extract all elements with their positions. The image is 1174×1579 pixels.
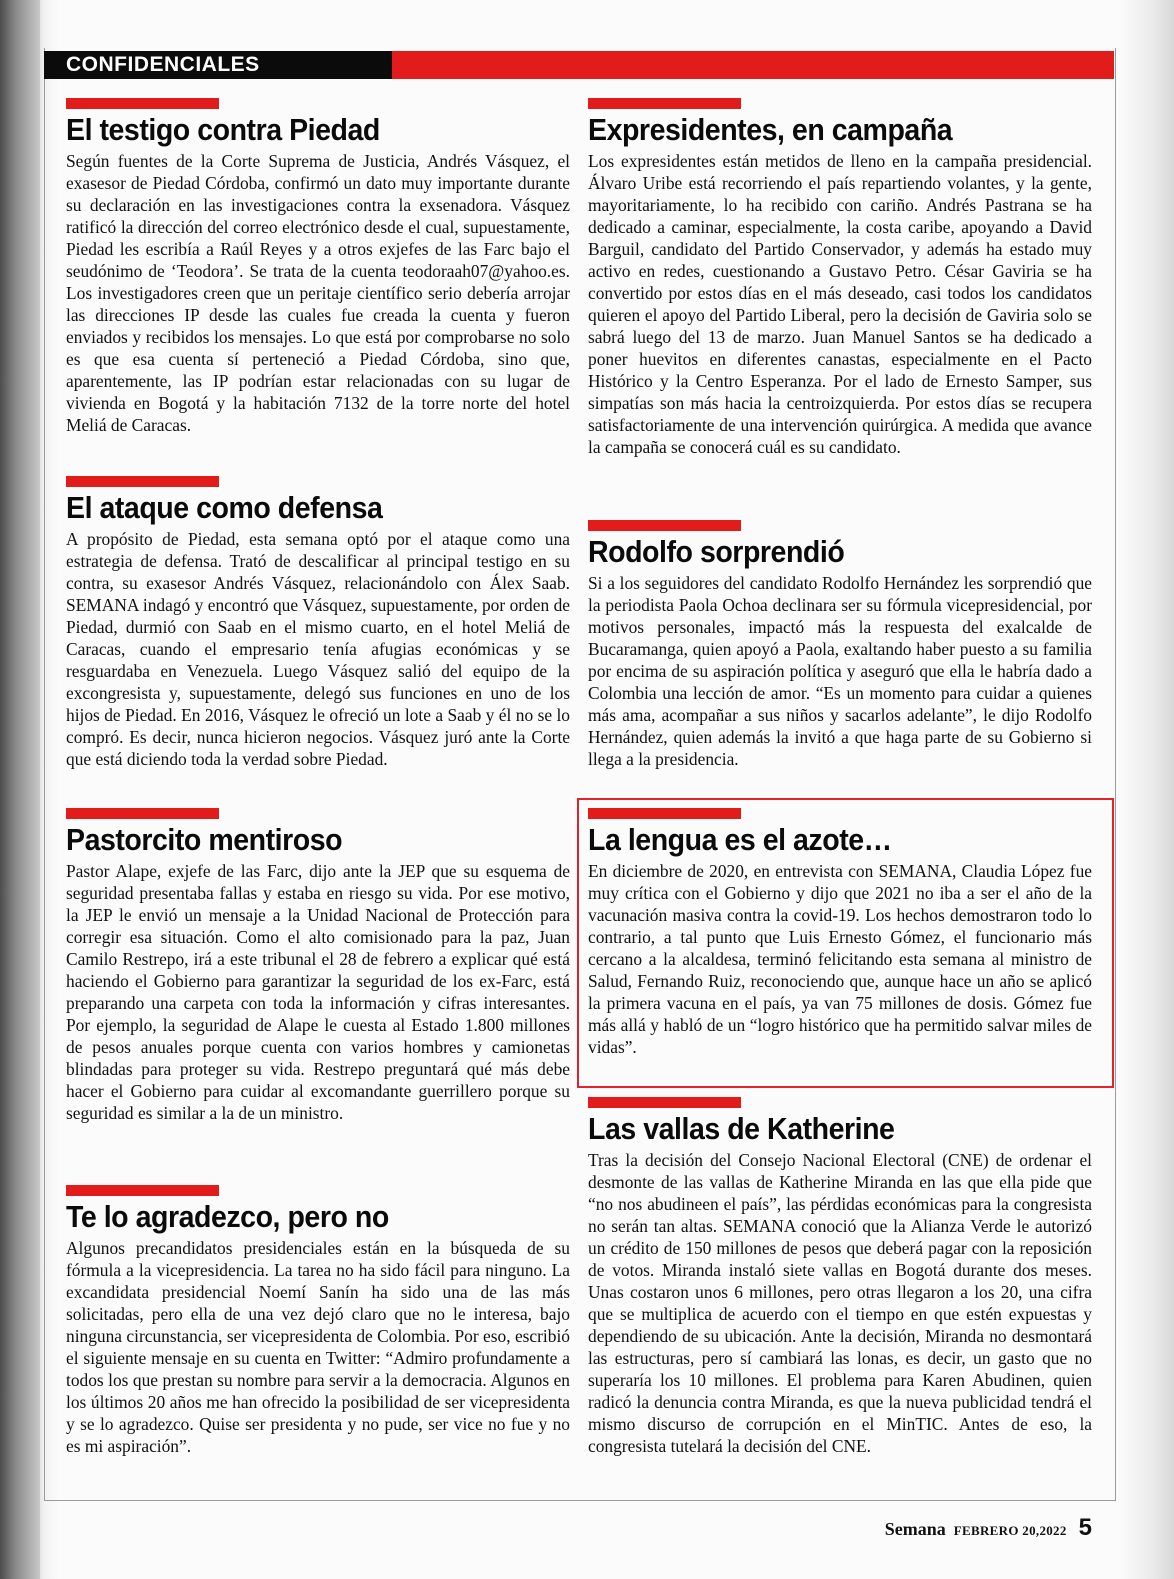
article-headline: Pastorcito mentiroso	[66, 822, 343, 857]
article-red-rule	[66, 476, 219, 487]
article-expresidentes	[588, 98, 1092, 458]
section-header-bar	[44, 51, 1114, 79]
article-ataque	[66, 476, 570, 770]
article-red-rule	[588, 1097, 741, 1108]
article-headline: El testigo contra Piedad	[66, 112, 380, 147]
article-body: Según fuentes de la Corte Suprema de Justicia, Andrés Vásquez, el exasesor de Piedad Córdoba, confirmó un dato muy importante durante su declaración en las investigaciones contra la exsenadora. Vásquez ratificó la dirección del correo electrónico desde el cual, supuestamente, Piedad les escribía a Raúl Reyes y a otros exjefes de las Farc bajo el seudónimo de ‘Teodora’. Se trata de la cuenta teodoraah07@yahoo.es. Los investigadores creen que un peritaje científico serio debería arrojar las direcciones IP desde las cuales fue creada la cuenta y fueron enviados y recibidos los mensajes. Lo que está por comprobarse no solo es que esa cuenta sí perteneció a Piedad Córdoba, sino que, aparentemente, las IP podrían estar relacionadas con su lugar de vivienda en Bogotá y la habitación 7132 de la torre norte del hotel Meliá de Caracas.	[66, 151, 570, 435]
article-body: Los expresidentes están metidos de lleno en la campaña presidencial. Álvaro Uribe está recorriendo el país repartiendo volantes, y la gente, mayoritariamente, lo ha recibido con cariño. Andrés Pastrana se ha dedicado a caminar, especialmente, la costa caribe, apoyando a David Barguil, candidato del Partido Conservador, y además ha estado muy activo en redes, cuestionando a Gustavo Petro. César Gaviria se ha convertido por estos días en el más deseado, casi todos los candidatos quieren el apoyo del Partido Liberal, pero la decisión de Gaviria solo se sabrá luego del 13 de marzo. Juan Manuel Santos se ha dedicado a poner huevitos en diferentes canastas, especialmente en el Pacto Histórico y la Centro Esperanza. Por el lado de Ernesto Samper, sus simpatías son más hacia la centroizquierda. Por estos días se recupera satisfactoriamente de una intervención quirúrgica. A medida que avance la campaña se conocerá cuál es su candidato.	[588, 151, 1092, 457]
footer-brand: Semana	[884, 1519, 946, 1539]
article-headline: Las vallas de Katherine	[588, 1111, 895, 1146]
article-pastorcito	[66, 808, 570, 1124]
article-body: Algunos precandidatos presidenciales están en la búsqueda de su fórmula a la vicepresidencia. La tarea no ha sido fácil para ninguno. La excandidata presidencial Noemí Sanín ha sido una de las más solicitadas, pero ella de una vez dejó claro que no le interesa, bajo ninguna circunstancia, ser vicepresidenta de Colombia. Por eso, escribió el siguiente mensaje en su cuenta en Twitter: “Admiro profundamente a todos los que prestan su nombre para servir a la democracia. Algunos en los últimos 20 años me han ofrecido la posibilidad de ser vicepresidenta y se lo agradezco. Quise ser presidenta y no pude, ser vice no fue y no es mi aspiración”.	[66, 1238, 570, 1456]
section-label: CONFIDENCIALES	[66, 53, 260, 76]
article-body: Pastor Alape, exjefe de las Farc, dijo ante la JEP que su esquema de seguridad presentaba fallas y estaba en riesgo su vida. Por ese motivo, la JEP le envió un mensaje a la Unidad Nacional de Protección para corregir esa situación. Como el alto comisionado para la paz, Juan Camilo Restrepo, irá a este tribunal el 28 de febrero a explicar qué está haciendo el Gobierno para garantizar la seguridad de los ex-Farc, está preparando una carpeta con toda la información y cifras interesantes. Por ejemplo, la seguridad de Alape le cuesta al Estado 1.800 millones de pesos anuales porque cuenta con varios hombres y camionetas blindadas para proteger su vida. Restrepo preguntará qué más debe hacer el Gobierno para cuidar al excomandante guerrillero porque su seguridad es similar a la de un ministro.	[66, 861, 570, 1123]
article-rodolfo	[588, 520, 1092, 770]
article-red-rule	[588, 98, 741, 109]
page-binding-shadow	[0, 0, 40, 1579]
article-red-rule	[66, 98, 219, 109]
article-testigo	[66, 98, 570, 436]
footer-date: FEBRERO 20,2022	[953, 1523, 1067, 1538]
article-body: Tras la decisión del Consejo Nacional Electoral (CNE) de ordenar el desmonte de las vallas de Katherine Miranda en las que ella pide que “no nos abudineen el país”, las pérdidas económicas para la congresista no serán tan altas. SEMANA conoció que la Alianza Verde le autorizó un crédito de 150 millones de pesos que deberá pagar con la reposición de votos. Miranda instaló siete vallas en Bogotá durante dos meses. Unas costaron unos 6 millones, pero otras llegaron a los 20, una cifra que se multiplica de acuerdo con el tiempo en que estén expuestas y dependiendo de su ubicación. Ante la decisión, Miranda no desmontará las estructuras, pero sí cambiará las lonas, es decir, un gasto que no superaría los 10 millones. El problema para Karen Abudinen, quien radicó la denuncia contra Miranda, es que la nueva publicidad tendrá el mismo discurso de corrupción en el MinTIC. Antes de eso, la congresista tutelará la decisión del CNE.	[588, 1150, 1092, 1456]
page-footer	[885, 1514, 1092, 1542]
article-headline: La lengua es el azote…	[588, 822, 892, 857]
highlight-annotation-box	[577, 798, 1114, 1088]
article-headline: Te lo agradezco, pero no	[66, 1199, 389, 1234]
page-number: 5	[1078, 1514, 1092, 1541]
article-headline: Expresidentes, en campaña	[588, 112, 953, 147]
article-body: En diciembre de 2020, en entrevista con SEMANA, Claudia López fue muy crítica con el Gobierno y dijo que 2021 no iba a ser el año de la vacunación masiva contra la covid-19. Los hechos demostraron todo lo contrario, a tal punto que Luis Ernesto Gómez, el funcionario más cercano a la alcaldesa, terminó felicitando esta semana al ministro de Salud, Fernando Ruiz, reconociendo que, aunque hace un año se aplicó la primera vacuna en el país, ya van 75 millones de dosis. Gómez fue más allá y habló de un “logro histórico que ha permitido salvar miles de vidas”.	[588, 861, 1092, 1057]
article-vallas	[588, 1097, 1092, 1457]
article-body: A propósito de Piedad, esta semana optó por el ataque como una estrategia de defensa. Trató de descalificar al principal testigo en su contra, su exasesor Andrés Vásquez, relacionándolo con Álex Saab. SEMANA indagó y encontró que Vásquez, supuestamente, por orden de Piedad, durmió con Saab en el mismo cuarto, en el hotel Meliá de Caracas, cuando el empresario tenía afugias económicas y se resguardaba en Venezuela. Luego Vásquez salió del equipo de la excongresista y, supuestamente, delegó sus funciones en uno de los hijos de Piedad. En 2016, Vásquez le ofreció un lote a Saab y él no se lo compró. Es decir, nunca hicieron negocios. Vásquez juró ante la Corte que está diciendo toda la verdad sobre Piedad.	[66, 529, 570, 769]
article-red-rule	[588, 520, 741, 531]
article-red-rule	[66, 808, 219, 819]
article-red-rule	[66, 1185, 219, 1196]
section-header-tab	[44, 51, 392, 79]
article-agradezco	[66, 1185, 570, 1457]
article-headline: El ataque como defensa	[66, 490, 383, 525]
article-headline: Rodolfo sorprendió	[588, 534, 845, 569]
article-body: Si a los seguidores del candidato Rodolfo Hernández les sorprendió que la periodista Paola Ochoa declinara ser su fórmula vicepresidencial, por motivos personales, impactó más la respuesta del exalcalde de Bucaramanga, quien apoyó a Paola, exaltando haber puesto a su familia por encima de su aspiración política y aseguró que ella le habría dado a Colombia una lección de amor. “Es un momento para cuidar a quienes más ama, acompañar a sus niños y sacarlos adelante”, le dijo Rodolfo Hernández, quien además la invitó a que haga parte de su Gobierno si llega a la presidencia.	[588, 573, 1092, 769]
